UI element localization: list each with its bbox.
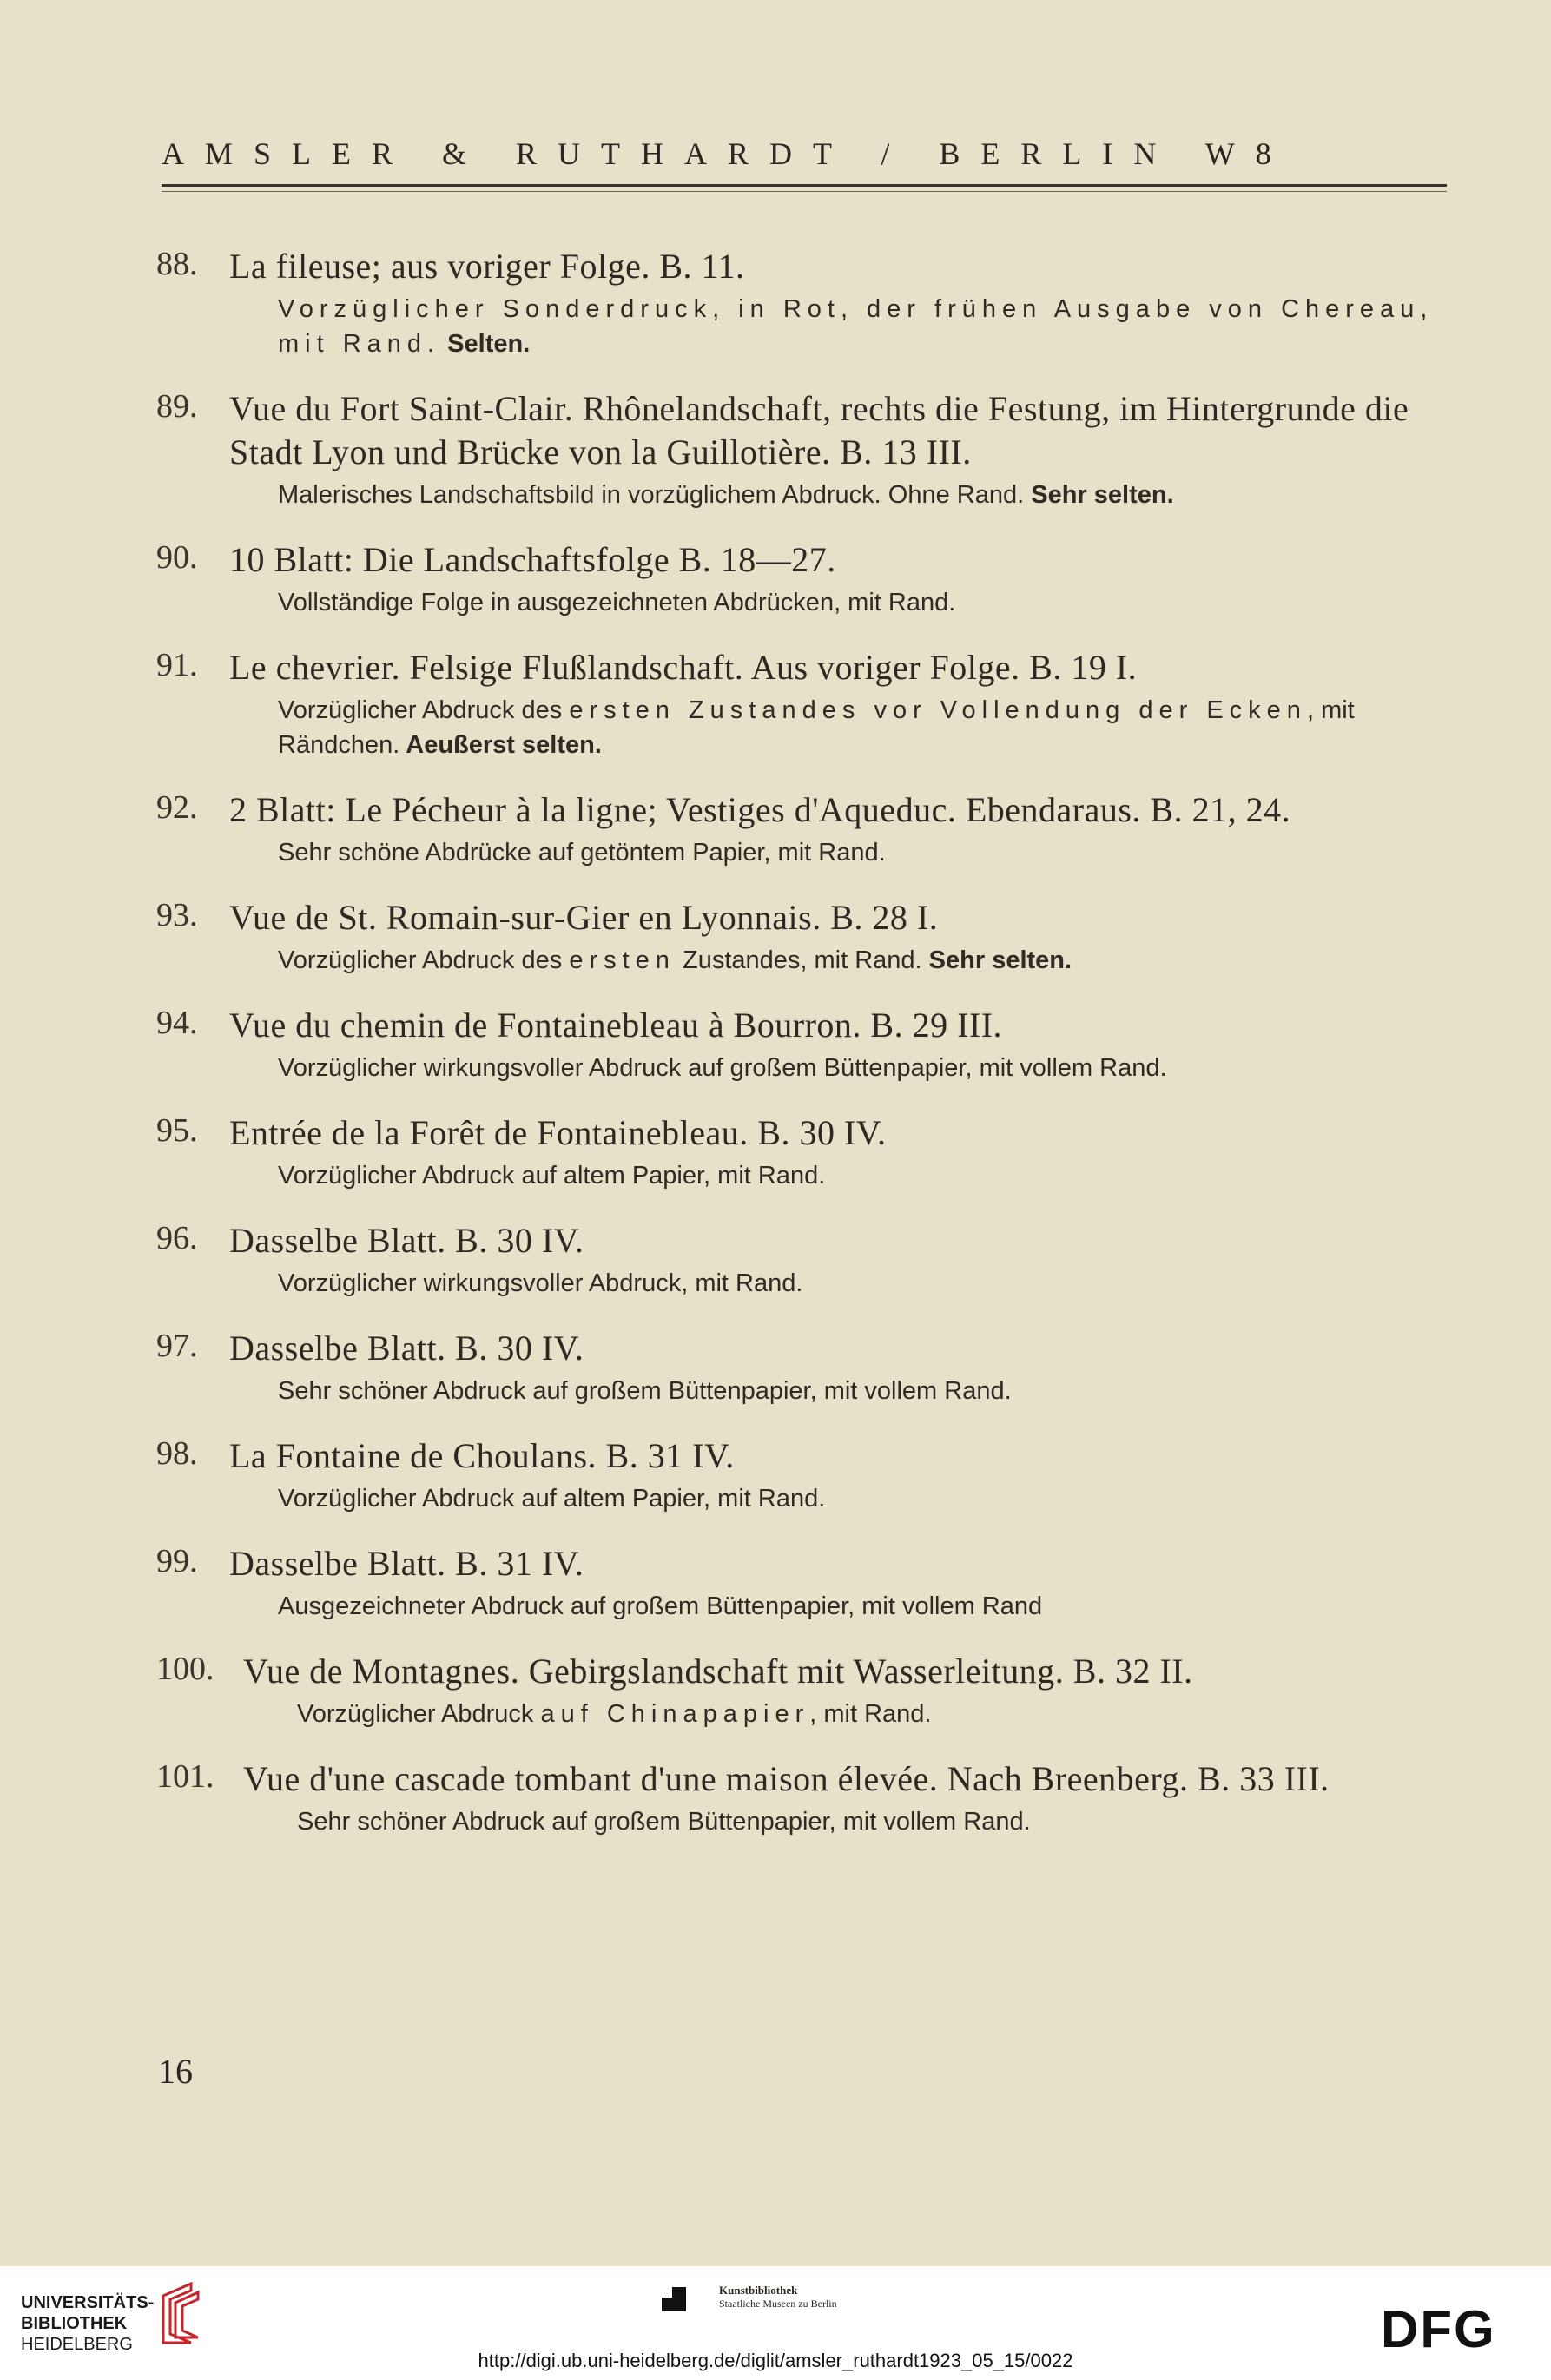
catalog-entry	[156, 1757, 1459, 1839]
page-number: 16	[158, 2052, 193, 2091]
entry-number: 92.	[156, 789, 198, 826]
entry-title: Entrée de la Forêt de Fontainebleau. B. 30 IV.	[229, 1113, 887, 1152]
kunstbibliothek-logo[interactable]	[719, 2284, 945, 2311]
entry-note-text: Vorzüglicher wirkungsvoller Abdruck auf großem Büttenpapier, mit vollem Rand.	[278, 1054, 1167, 1082]
entry-note-text: ersten	[569, 946, 676, 974]
library-name-line3: HEIDELBERG	[21, 2335, 133, 2354]
catalog-entry	[156, 387, 1459, 512]
entry-number: 88.	[156, 246, 198, 282]
museum-name: Staatliche Museen zu Berlin	[719, 2298, 837, 2310]
entry-note-text: ersten Zustandes vor Vollendung der Ecken	[569, 696, 1307, 724]
entry-note-text: Selten.	[440, 330, 531, 358]
entry-number: 100.	[156, 1651, 214, 1687]
entry-note	[278, 835, 1459, 870]
catalog-entry	[156, 788, 1459, 870]
entry-note-text: Aeußerst selten.	[399, 731, 602, 759]
catalog-entries	[156, 245, 1459, 1865]
entry-number: 98.	[156, 1435, 198, 1472]
catalog-entry	[156, 1542, 1459, 1624]
kunstbibliothek-mark-icon	[662, 2287, 686, 2311]
entry-note	[278, 1051, 1459, 1085]
header-rule-thin	[162, 191, 1447, 192]
entry-note-text: Sehr schöner Abdruck auf großem Büttenpapier, mit vollem Rand.	[297, 1808, 1031, 1836]
entry-note-text: Zustandes, mit Rand.	[675, 946, 922, 974]
entry-note	[297, 1697, 1459, 1731]
catalog-entry	[156, 1004, 1459, 1085]
entry-note-text: , mit Rändchen.	[278, 696, 1355, 759]
source-url-link[interactable]: http://digi.ub.uni-heidelberg.de/diglit/amsler_ruthardt1923_05_15/0022	[478, 2350, 1073, 2371]
catalog-entry	[156, 1434, 1459, 1516]
entry-number: 96.	[156, 1220, 198, 1256]
library-emblem-icon	[156, 2282, 212, 2344]
entry-note	[278, 1374, 1459, 1408]
entry-note	[278, 1589, 1459, 1624]
entry-title: Vue du chemin de Fontainebleau à Bourron. B. 29 III.	[229, 1005, 1003, 1045]
entry-note-text: Vollständige Folge in ausgezeichneten Abdrücken, mit Rand.	[278, 589, 956, 616]
header-rule	[162, 184, 1447, 187]
entry-note-text: Malerisches Landschaftsbild in vorzüglichem Abdruck. Ohne Rand.	[278, 481, 1025, 509]
entry-note-text: auf Chinapapier	[540, 1700, 810, 1728]
entry-note-text: Vorzüglicher Abdruck des	[278, 946, 570, 974]
entry-title: La Fontaine de Choulans. B. 31 IV.	[229, 1436, 735, 1475]
catalog-entry	[156, 538, 1459, 620]
entry-title: 2 Blatt: Le Pécheur à la ligne; Vestiges d'Aqueduc. Ebendaraus. B. 21, 24.	[229, 790, 1291, 829]
catalog-entry	[156, 1219, 1459, 1301]
entry-title: Vue d'une cascade tombant d'une maison élevée. Nach Breenberg. B. 33 III.	[243, 1759, 1330, 1798]
entry-title: Vue de Montagnes. Gebirgslandschaft mit Wasserleitung. B. 32 II.	[243, 1651, 1193, 1691]
entry-note-text: Vorzüglicher Abdruck auf altem Papier, mit Rand.	[278, 1162, 826, 1190]
entry-note	[297, 1804, 1459, 1839]
entry-note-text: Vorzüglicher Sonderdruck, in Rot, der frühen Ausgabe von Chereau, mit Rand.	[278, 295, 1434, 358]
entry-note-text: Vorzüglicher wirkungsvoller Abdruck, mit Rand.	[278, 1269, 803, 1297]
entry-title: Vue du Fort Saint-Clair. Rhônelandschaft, rechts die Festung, im Hintergrunde die Stadt Lyon und Brücke von la Guillotière. B. 13 III.	[229, 389, 1409, 471]
entry-note	[278, 292, 1459, 361]
entry-note-text: Sehr selten.	[1024, 481, 1174, 509]
entry-title: La fileuse; aus voriger Folge. B. 11.	[229, 247, 745, 286]
entry-number: 101.	[156, 1758, 214, 1795]
university-library-logo[interactable]	[21, 2292, 154, 2355]
entry-note	[278, 585, 1459, 620]
catalog-entry	[156, 245, 1459, 361]
catalog-entry	[156, 1327, 1459, 1408]
entry-note	[278, 1158, 1459, 1193]
entry-note-text: Vorzüglicher Abdruck auf altem Papier, mit Rand.	[278, 1485, 826, 1513]
entry-note-text: Sehr selten.	[921, 946, 1072, 974]
entry-number: 97.	[156, 1328, 198, 1364]
entry-number: 89.	[156, 388, 198, 425]
entry-number: 94.	[156, 1005, 198, 1041]
entry-number: 99.	[156, 1543, 198, 1579]
library-name-line2: BIBLIOTHEK	[21, 2314, 128, 2333]
catalog-entry	[156, 896, 1459, 978]
entry-note-text: Sehr schöner Abdruck auf großem Büttenpapier, mit vollem Rand.	[278, 1377, 1012, 1405]
library-name-line1: UNIVERSITÄTS-	[21, 2293, 155, 2312]
entry-title: Dasselbe Blatt. B. 30 IV.	[229, 1328, 584, 1368]
entry-note-text: Vorzüglicher Abdruck des	[278, 696, 570, 724]
entry-note-text: , mit Rand.	[809, 1700, 932, 1728]
entry-note	[278, 1266, 1459, 1301]
entry-note-text: Ausgezeichneter Abdruck auf großem Büttenpapier, mit vollem Rand	[278, 1592, 1043, 1620]
catalog-entry	[156, 1111, 1459, 1193]
entry-note	[278, 943, 1459, 978]
entry-number: 90.	[156, 539, 198, 576]
entry-note	[278, 478, 1459, 512]
running-head: AMSLER & RUTHARDT / BERLIN W8	[162, 136, 1292, 171]
entry-note-text: Sehr schöne Abdrücke auf getöntem Papier, mit Rand.	[278, 839, 886, 867]
dfg-logo[interactable]: DFG	[1381, 2300, 1496, 2358]
entry-title: Dasselbe Blatt. B. 30 IV.	[229, 1221, 584, 1260]
entry-note	[278, 693, 1459, 762]
entry-title: Dasselbe Blatt. B. 31 IV.	[229, 1544, 584, 1583]
entry-title: 10 Blatt: Die Landschaftsfolge B. 18—27.	[229, 540, 836, 579]
entry-note	[278, 1481, 1459, 1516]
entry-number: 91.	[156, 647, 198, 683]
entry-number: 95.	[156, 1112, 198, 1149]
entry-note-text: Vorzüglicher Abdruck	[297, 1700, 541, 1728]
entry-title: Le chevrier. Felsige Flußlandschaft. Aus voriger Folge. B. 19 I.	[229, 648, 1138, 687]
entry-number: 93.	[156, 897, 198, 933]
entry-title: Vue de St. Romain-sur-Gier en Lyonnais. B. 28 I.	[229, 898, 939, 937]
catalog-entry	[156, 1650, 1459, 1731]
catalog-entry	[156, 646, 1459, 762]
kunstbibliothek-name: Kunstbibliothek	[719, 2284, 798, 2297]
